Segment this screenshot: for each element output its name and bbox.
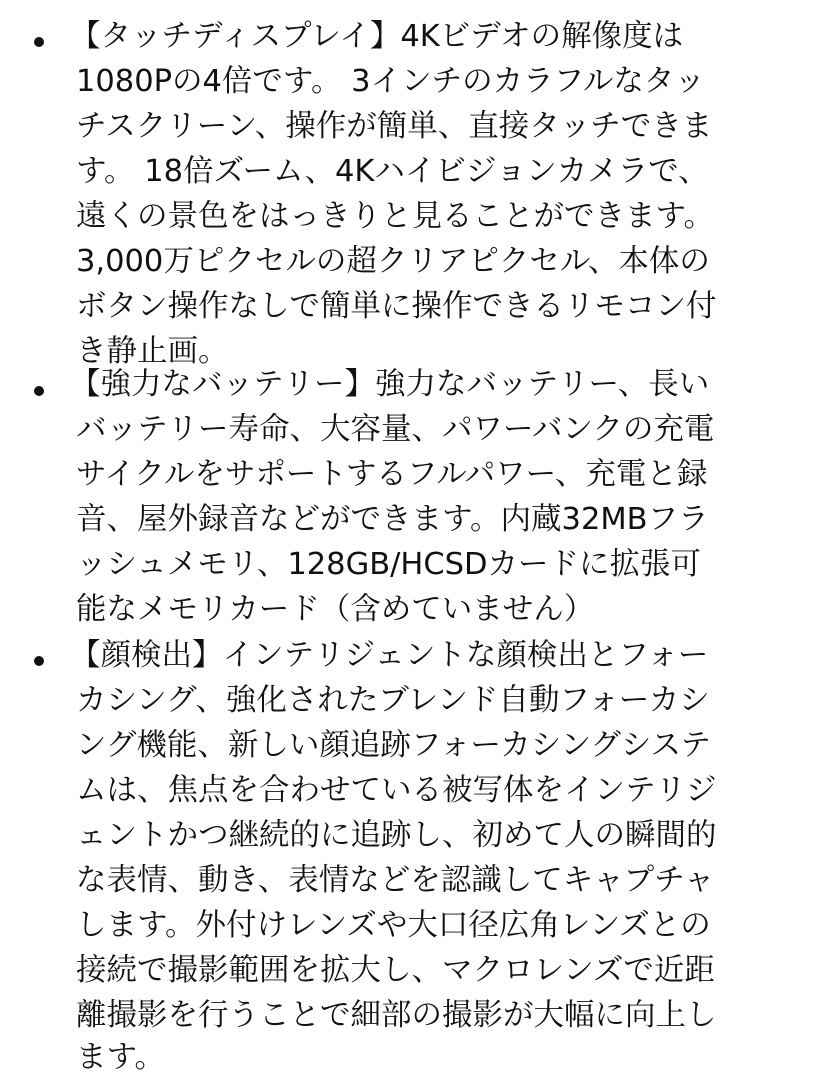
list-item-text-line: 能なメモリカード（含めていません）: [76, 592, 595, 627]
bullet-icon: [34, 386, 44, 396]
list-item-text-line: 【顔検出】インテリジェントな顔検出とフォー: [70, 638, 709, 673]
list-item-text-line: ェントかつ継続的に追跡し、初めて人の瞬間的: [76, 818, 717, 853]
list-item-text-line: します。外付けレンズや大口径広角レンズとの: [76, 908, 711, 943]
list-item-text-line: チスクリーン、操作が簡単、直接タッチできま: [76, 109, 713, 144]
list-item-text-line: 接続で撮影範囲を拡大し、マクロレンズで近距: [76, 953, 715, 988]
bullet-icon: [34, 656, 44, 666]
list-item-text-line: ッシュメモリ、128GB/HCSDカードに拡張可: [76, 547, 701, 582]
list-item-text-line: 遠くの景色をはっきりと見ることができます。: [76, 199, 715, 234]
list-item-text-line: サイクルをサポートするフルパワー、充電と録: [76, 457, 708, 492]
list-item-text-line: カシング、強化されたブレンド自動フォーカシ: [76, 683, 710, 718]
list-item-text-line: 離撮影を行うことで細部の撮影が大幅に向上し: [76, 998, 717, 1033]
list-item-text-line: 音、屋外録音などができます。内蔵32MBフラ: [76, 502, 709, 537]
list-item-text-line: ます。: [76, 1040, 166, 1075]
list-item-text-line: 1080Pの4倍です。 3インチのカラフルなタッ: [76, 64, 705, 99]
list-item-text-line: す。 18倍ズーム、4Kハイビジョンカメラで、: [76, 154, 709, 189]
list-item-text-line: 【強力なバッテリー】強力なバッテリー、長い: [70, 367, 710, 402]
list-item-text-line: な表情、動き、表情などを認識してキャプチャ: [76, 863, 715, 898]
list-item-text-line: ボタン操作なしで簡単に操作できるリモコン付: [76, 289, 717, 324]
list-item-text-line: ムは、焦点を合わせている被写体をインテリジ: [76, 773, 717, 808]
list-item-text-line: 【タッチディスプレイ】4Kビデオの解像度は: [70, 19, 684, 54]
bullet-icon: [34, 37, 44, 47]
list-item-text-line: ング機能、新しい顔追跡フォーカシングシステ: [76, 728, 711, 763]
list-item-text-line: バッテリー寿命、大容量、パワーバンクの充電: [76, 412, 715, 447]
list-item-text-line: 3,000万ピクセルの超クリアピクセル、本体の: [76, 244, 710, 279]
list-item-text-line: き静止画。: [76, 334, 229, 369]
